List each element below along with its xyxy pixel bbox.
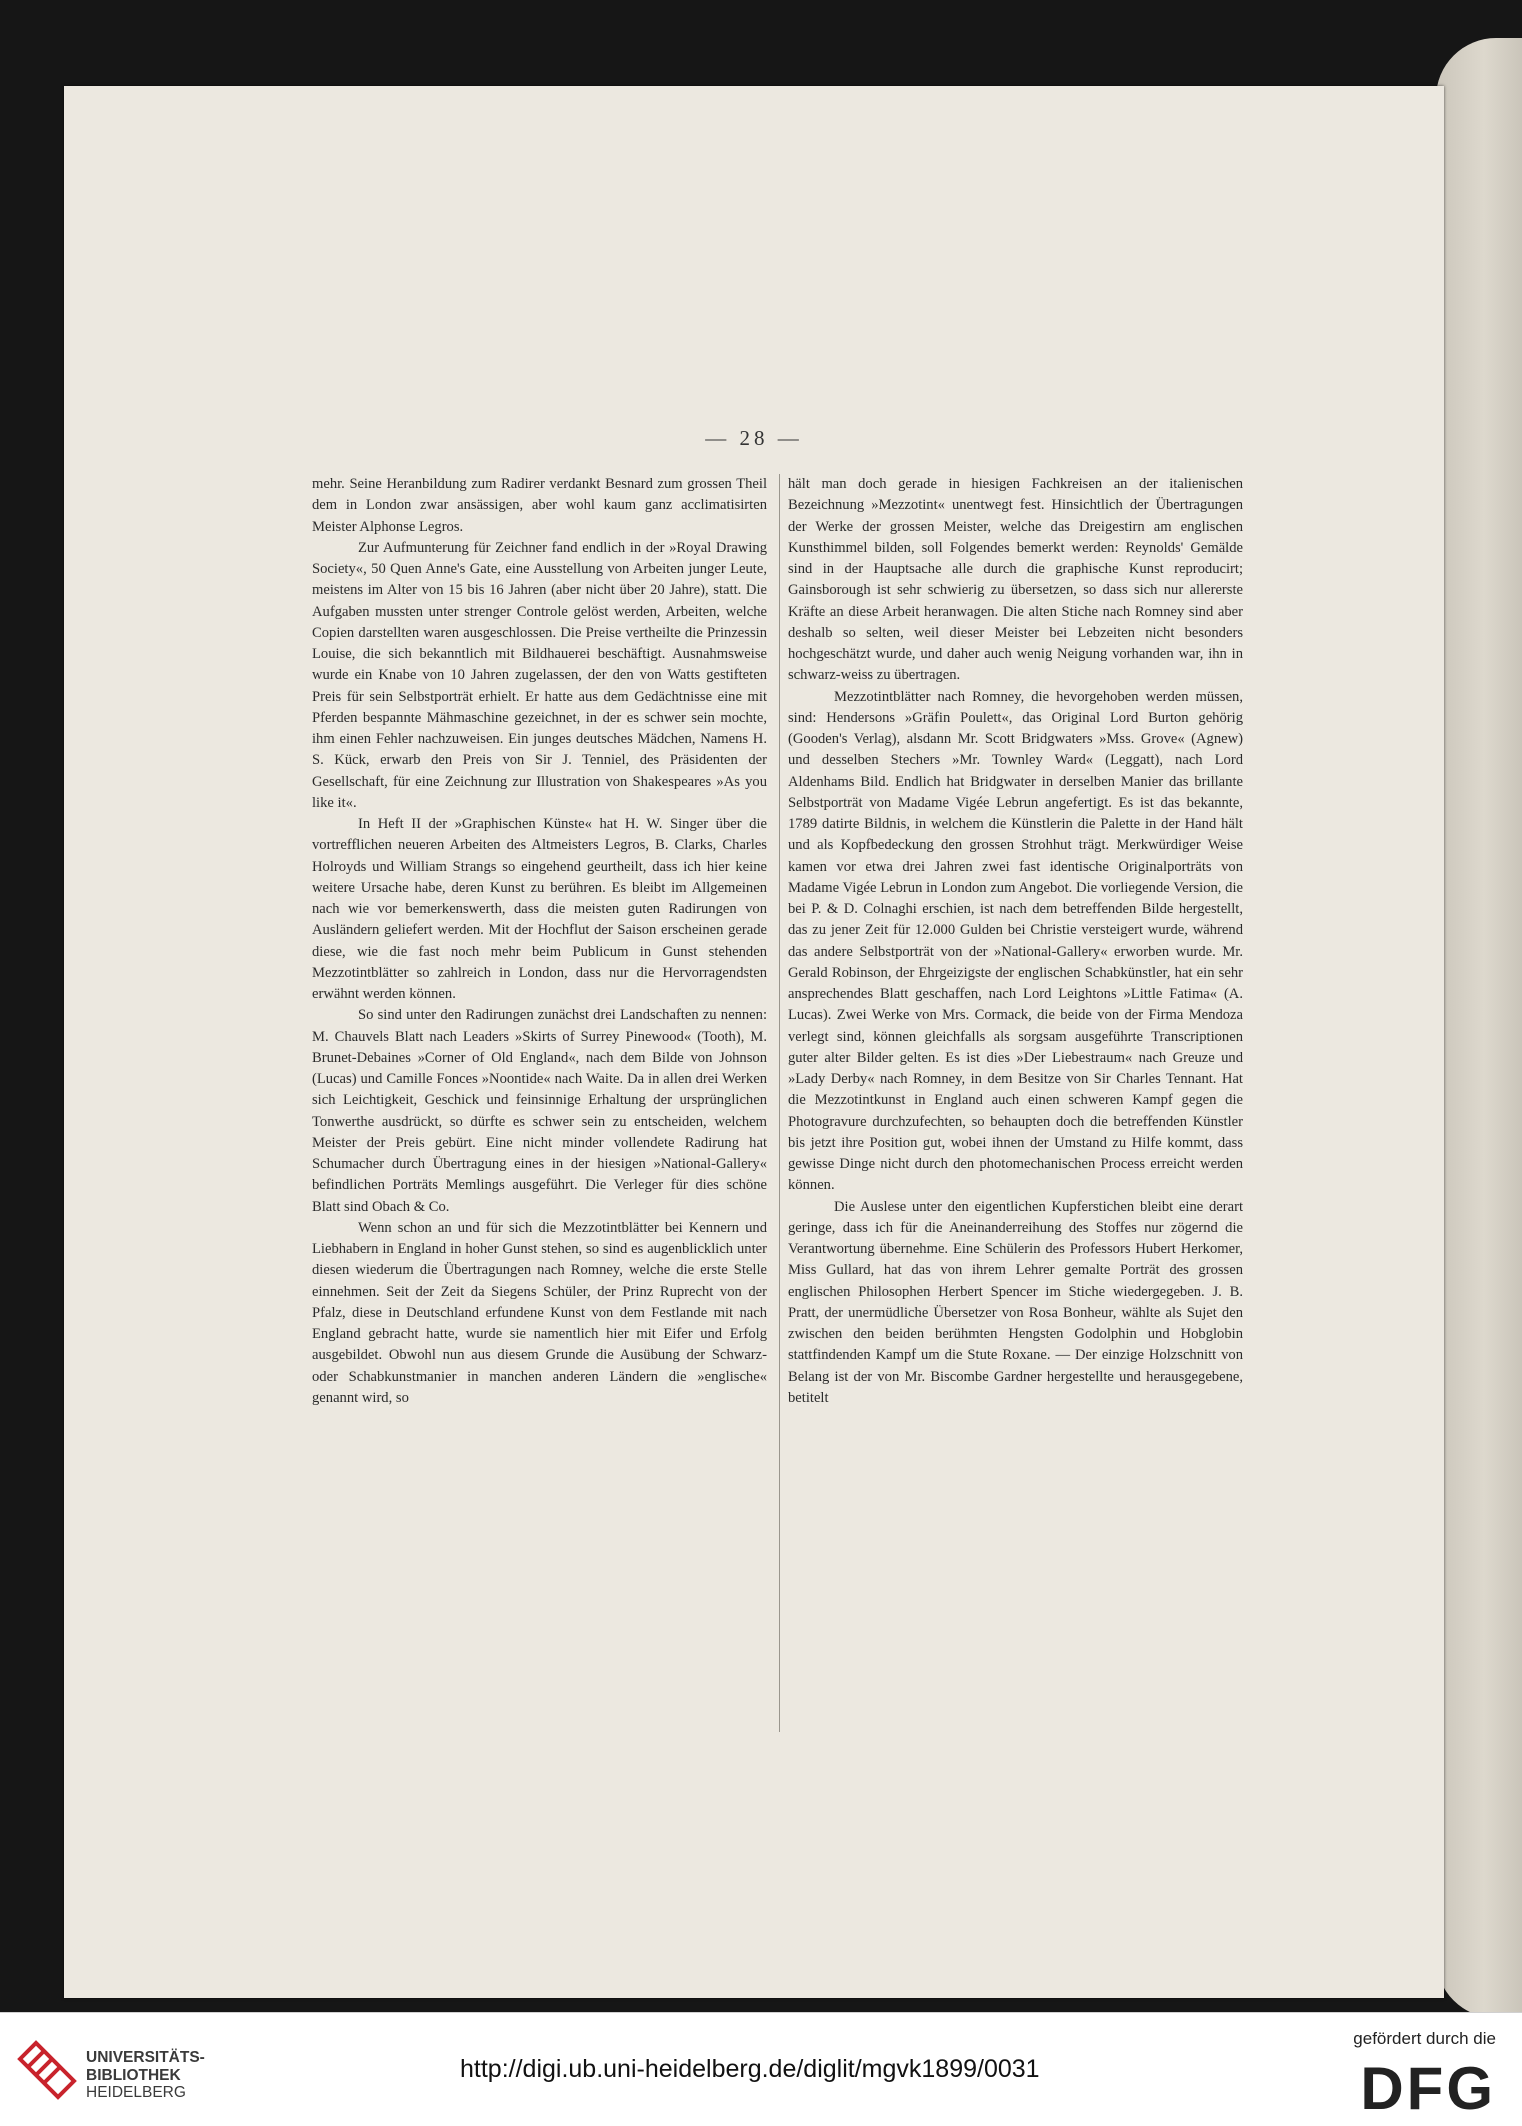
paragraph: mehr. Seine Heranbildung zum Radirer verdankt Besnard zum grossen Theil dem in London zwar ansässigen, aber wohl kaum ganz acclimatisirten Meister Alphonse Legros. [312, 476, 767, 535]
page-edge [1436, 38, 1522, 2012]
paragraph: Mezzotintblätter nach Romney, die hevorgehoben werden müssen, sind: Hendersons »Gräfin Poulett«, das Original Lord Burton gehörig (Gooden's Verlag), alsdann Mr. Scott Bridgwaters »Mss. Grove« (Agnew) und desselben Stechers »Mr. Townley Ward« (Leggatt), nach Lord Aldenhams Bild. Endlich hat Bridgwater in derselben Manier das brillante Selbstporträt von Madame Vigée Lebrun angefertigt. Es ist das bekannte, 1789 datirte Bildnis, in welchem die Künstlerin die Palette in der Hand hält und als Kopfbedeckung den grossen Strohhut trägt. Merkwürdiger Weise kamen vor etwa drei Jahren zwei fast identische Originalporträts von Madame Vigée Lebrun in London zum Angebot. Die vorliegende Version, die bei P. & D. Colnaghi erschien, ist nach dem betreffenden Bilde hergestellt, das zu jener Zeit für 12.000 Gulden bei Christie versteigert wurde, während das andere Selbstporträt von der »National-Gallery« erworben wurde. Mr. Gerald Robinson, der Ehrgeizigste der englischen Schabkünstler, hat ein sehr ansprechendes Blatt geschaffen, nach Lord Leightons »Little Fatima« (A. Lucas). Zwei Werke von Mrs. Cormack, die beide von der Firma Mendoza verlegt sind, können gleichfalls als sorgsam ausgeführte Transcriptionen guter alter Bilder gelten. Es ist dies »Der Liebestraum« nach Greuze und »Lady Derby« nach Romney, in dem Besitze von Sir Charles Tennant. Hat die Mezzotintkunst in England auch einen schweren Kampf gegen die Photogravure durchzufechten, so behaupten doch die betreffenden Künstler bis jetzt ihre Position gut, wobei ihnen der Umstand zu Hilfe kommt, dass gewisse Dinge nicht durch den photomechanischen Process erreicht werden können. [788, 688, 1243, 1194]
paragraph: Die Auslese unter den eigentlichen Kupferstichen bleibt eine derart geringe, dass ich für die Aneinanderreihung des Stoffes nur zögernd die Verantwortung übernehme. Eine Schülerin des Professors Hubert Herkomer, Miss Gullard, hat das von ihrem Lehrer gemalte Porträt des grossen englischen Philosophen Herbert Spencer im Stiche wiedergegeben. J. B. Pratt, der unermüdliche Übersetzer von Rosa Bonheur, wählte als Sujet den zwischen den beiden berühmten Hengsten Godolphin und Hobglobin stattfindenden Kampf um die Stute Roxane. — Der einzige Holzschnitt von Belang ist der von Mr. Biscombe Gardner hergestellte und herausgegebene, betitelt [788, 1198, 1243, 1406]
paragraph: In Heft II der »Graphischen Künste« hat H. W. Singer über die vortrefflichen neueren Arbeiten des Altmeisters Legros, B. Clarks, Charles Holroyds und William Strangs so eingehend geurtheilt, dass ich hier keine weitere Ursache habe, deren Kunst zu berühren. Es bleibt im Allgemeinen nach wie vor bemerkenswerth, dass die meisten guten Radirungen von Ausländern geliefert werden. Mit der Hochflut der Saison erscheinen gerade diese, wie die fast noch mehr beim Publicum in Gunst stehenden Mezzotintblätter so zahlreich in London, dass nur die Hervorragendsten erwähnt werden können. [312, 816, 767, 1002]
right-column [788, 474, 1243, 1409]
left-column [312, 474, 767, 1409]
sponsor-label: gefördert durch die [1353, 2029, 1496, 2048]
book-page [64, 86, 1444, 1998]
institution-name [86, 2049, 205, 2102]
university-library-logo-icon[interactable] [14, 2037, 80, 2103]
institution-line: HEIDELBERG [86, 2084, 186, 2101]
column-divider [779, 474, 780, 1732]
paragraph: Zur Aufmunterung für Zeichner fand endlich in der »Royal Drawing Society«, 50 Quen Anne's Gate, eine Ausstellung von Arbeiten junger Leute, meistens im Alter von 15 bis 16 Jahren (aber nicht über 20 Jahre), statt. Die Aufgaben mussten unter strenger Controle gelöst werden, Arbeiten, welche Copien darstellten waren ausgeschlossen. Die Preise vertheilte die Prinzessin Louise, die sich bekanntlich mit Bildhauerei beschäftigt. Ausnahmsweise wurde ein Knabe von 10 Jahren zugelassen, der den von Watts gestifteten Preis für sein Selbstporträt erhielt. Er hatte aus dem Gedächtnisse eine mit Pferden bespannte Mähmaschine gezeichnet, in der es schwer sein mochte, ihm einen Fehler nachzuweisen. Ein junges deutsches Mädchen, Namens H. S. Kück, erwarb den Preis von Sir J. Tenniel, des Präsidenten der Gesellschaft, für eine Zeichnung zur Illustration von Shakespeares »As you like it«. [312, 539, 767, 811]
paragraph: Wenn schon an und für sich die Mezzotintblätter bei Kennern und Liebhabern in England in hoher Gunst stehen, so sind es augenblicklich unter diesen wiederum die Übertragungen nach Romney, welche die erste Stelle einnehmen. Seit der Zeit da Siegens Schüler, der Prinz Ruprecht von der Pfalz, diese in Deutschland erfundene Kunst von dem Festlande mit nach England gebracht hatte, wurde sie namentlich hier mit Eifer und Erfolg ausgebildet. Obwohl nun aus diesem Grunde die Ausübung der Schwarz- oder Schabkunstmanier in manchen anderen Ländern die »englische« genannt wird, so [312, 1219, 767, 1406]
paragraph: So sind unter den Radirungen zunächst drei Landschaften zu nennen: M. Chauvels Blatt nach Leaders »Skirts of Surrey Pinewood« (Tooth), M. Brunet-Debaines »Corner of Old England«, nach dem Bilde von Johnson (Lucas) und Camille Fonces »Noontide« nach Waite. Da in allen drei Werken sich Leichtigkeit, Geschick und feinsinnige Erhaltung der ursprünglichen Tonwerthe ausdrückt, so dürfte es schwer sein zu entscheiden, welchem Meister der Preis gebürt. Eine nicht minder vollendete Radirung hat Schumacher durch Übertragung eines in der hiesigen »National-Gallery« befindlichen Porträts Memlings ausgeführt. Die Verleger für dies schöne Blatt sind Obach & Co. [312, 1007, 767, 1215]
footer-bar [0, 2012, 1522, 2126]
page-number: — 28 — [705, 426, 803, 450]
permalink-url[interactable]: http://digi.ub.uni-heidelberg.de/diglit/mgvk1899/0031 [460, 2055, 1040, 2083]
institution-line: BIBLIOTHEK [86, 2066, 181, 2084]
institution-line: UNIVERSITÄTS- [86, 2049, 205, 2066]
dfg-logo[interactable]: DFG [1360, 2055, 1496, 2122]
paragraph: hält man doch gerade in hiesigen Fachkreisen an der italienischen Bezeichnung »Mezzotint« unentwegt fest. Hinsichtlich der Übertragungen der Werke der grossen Meister, welche das Dreigestirn am englischen Kunsthimmel bilden, soll Folgendes bemerkt werden: Reynolds' Gemälde sind in der Hauptsache alle durch die graphische Kunst reproducirt; Gainsborough ist sehr schwierig zu übersetzen, so dass sich nur allererste Kräfte an diese Arbeit heranwagen. Die alten Stiche nach Romney sind aber deshalb so selten, weil dieser Meister bei Lebzeiten nicht besonders hochgeschätzt wurde, und daher auch wenig Neigung vorhanden war, ihn in schwarz-weiss zu übertragen. [788, 476, 1243, 684]
